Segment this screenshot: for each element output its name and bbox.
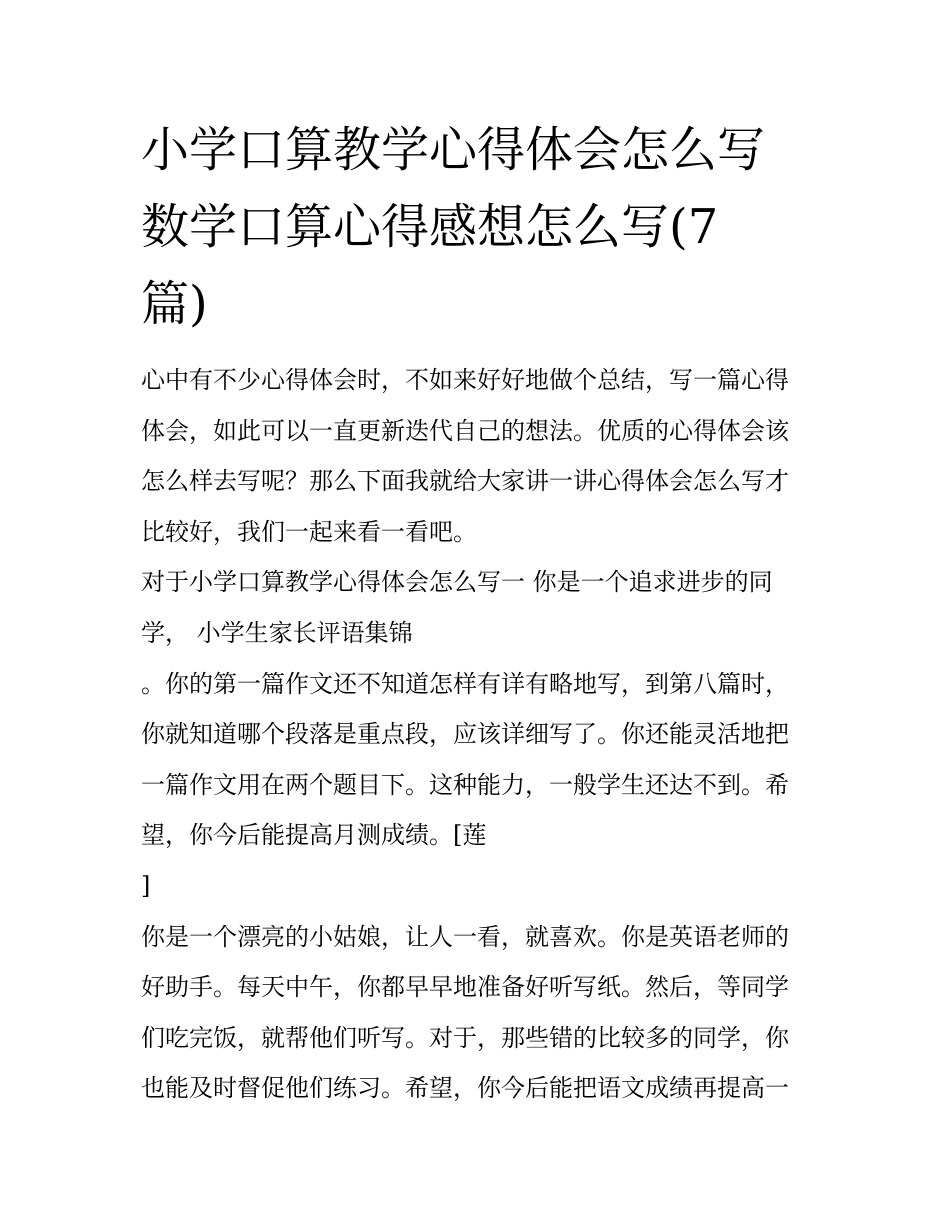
document-body	[141, 355, 821, 1114]
body-line: 心中有不少心得体会时，不如来好好地做个总结，写一篇心得	[141, 366, 789, 394]
body-line: 你是一个漂亮的小姑娘，让人一看，就喜欢。你是英语老师的	[141, 922, 789, 951]
body-line: 们吃完饭，就帮他们听写。对于，那些错的比较多的同学，你	[141, 1023, 789, 1052]
body-line: 好助手。每天中午，你都早早地准备好听写纸。然后，等同学	[141, 973, 789, 1002]
title-line-3: 篇)	[141, 276, 208, 332]
body-line: 对于小学口算教学心得体会怎么写一 你是一个追求进步的同	[141, 568, 773, 597]
body-line: 体会，如此可以一直更新迭代自己的想法。优质的心得体会该	[141, 416, 789, 445]
title-line-2: 数学口算心得感想怎么写(7	[141, 199, 719, 255]
title-line-1: 小学口算教学心得体会怎么写	[141, 122, 766, 178]
body-line: 也能及时督促他们练习。希望，你今后能把语文成绩再提高一	[141, 1074, 789, 1103]
page-title	[141, 112, 831, 343]
body-line: 学， 小学生家长评语集锦	[141, 618, 413, 647]
body-line: ]	[141, 871, 151, 900]
body-line: 比较好，我们一起来看一看吧。	[141, 517, 477, 546]
body-line: 。你的第一篇作文还不知道怎样有详有略地写，到第八篇时，	[141, 669, 789, 698]
body-line: 一篇作文用在两个题目下。这种能力，一般学生还达不到。希	[141, 770, 789, 799]
body-line: 望，你今后能提高月测成绩。[莲	[141, 821, 487, 850]
body-line: 你就知道哪个段落是重点段，应该详细写了。你还能灵活地把	[141, 720, 789, 749]
body-line: 怎么样去写呢？那么下面我就给大家讲一讲心得体会怎么写才	[141, 467, 789, 496]
